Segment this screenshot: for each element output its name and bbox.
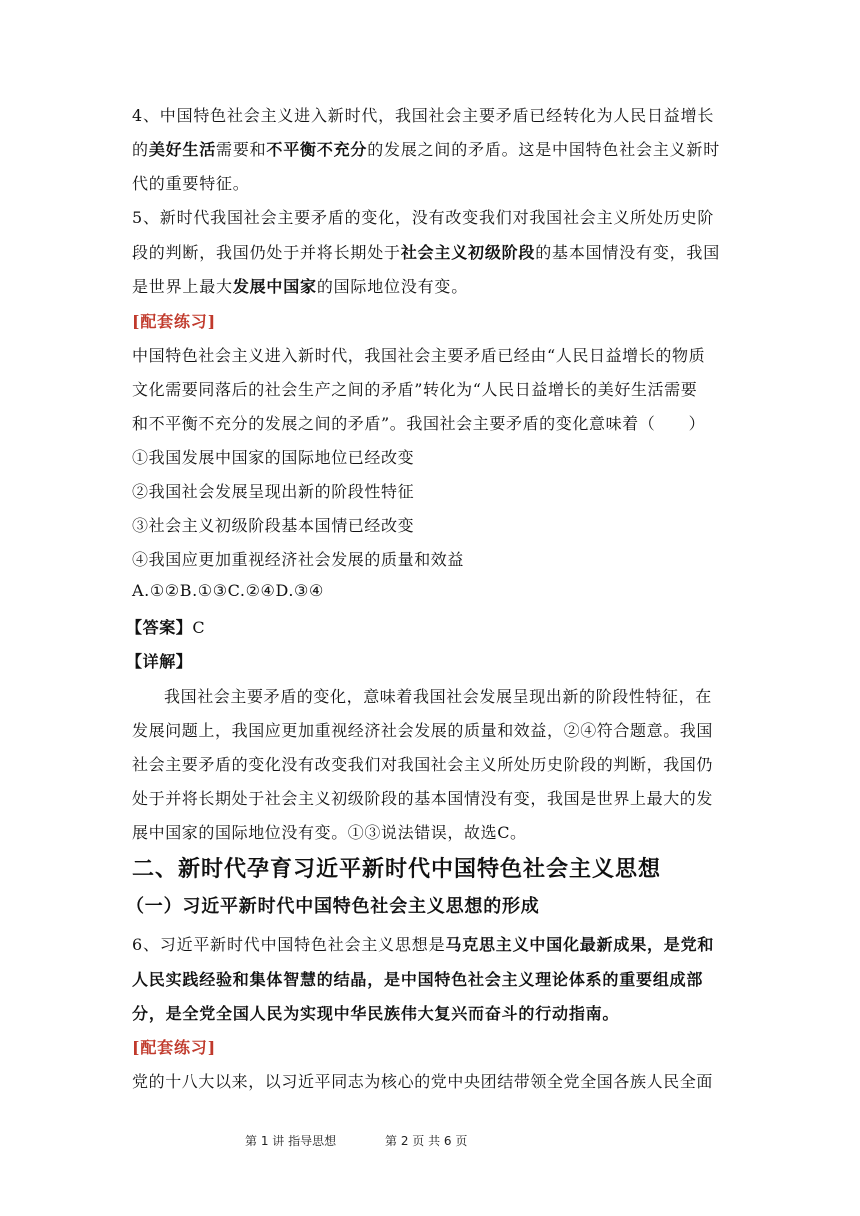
key-term-primary-stage: 社会主义初级阶段 bbox=[400, 243, 536, 262]
key-term-good-life: 美好生活 bbox=[148, 140, 217, 159]
detail-line-3: 社会主要矛盾的变化没有改变我们对我国社会主义所处历史阶段的判断，我国仍 bbox=[132, 755, 714, 774]
option-3: ③社会主义初级阶段基本国情已经改变 bbox=[132, 516, 415, 535]
exercise-question-line-3: 和不平衡不充分的发展之间的矛盾”。我国社会主要矛盾的变化意味着（ ） bbox=[132, 414, 706, 433]
key-term-unbalanced: 不平衡不充分 bbox=[266, 140, 368, 159]
point-5-line-3: 是世界上最大发展中国家的国际地位没有变。 bbox=[132, 277, 469, 296]
exercise-tag: [配套练习] bbox=[132, 312, 216, 331]
point-5-line-1: 5、新时代我国社会主要矛盾的变化，没有改变我们对我国社会主义所处历史阶 bbox=[132, 208, 715, 227]
point-4-line-1: 4、中国特色社会主义进入新时代，我国社会主要矛盾已经转化为人民日益增长 bbox=[132, 106, 715, 125]
detail-line-2: 发展问题上，我国应更加重视经济社会发展的质量和效益，②④符合题意。我国 bbox=[132, 721, 714, 740]
point-5-line-2: 段的判断，我国仍处于并将长期处于社会主义初级阶段的基本国情没有变，我国 bbox=[132, 243, 721, 262]
point-6-line-1: 6、习近平新时代中国特色社会主义思想是马克思主义中国化最新成果，是党和 bbox=[132, 935, 715, 954]
section-heading: 二、新时代孕育习近平新时代中国特色社会主义思想 bbox=[132, 857, 662, 882]
exercise-question-line-2: 文化需要同落后的社会生产之间的矛盾”转化为“人民日益增长的美好生活需要 bbox=[132, 380, 698, 399]
answer-choices: A.①②B.①③C.②④D.③④ bbox=[132, 581, 324, 600]
exercise-2-question-line-1: 党的十八大以来，以习近平同志为核心的党中央团结带领全党全国各族人民全面 bbox=[132, 1072, 714, 1091]
detail-line-1: 我国社会主要矛盾的变化，意味着我国社会发展呈现出新的阶段性特征，在 bbox=[164, 687, 712, 706]
answer-line bbox=[126, 615, 205, 638]
answer-label: 【答案】 bbox=[126, 618, 193, 637]
exercise-question-line-1: 中国特色社会主义进入新时代，我国社会主要矛盾已经由“人民日益增长的物质 bbox=[132, 346, 706, 365]
point-4-line-2: 的美好生活需要和不平衡不充分的发展之间的矛盾。这是中国特色社会主义新时 bbox=[132, 140, 721, 159]
exercise-tag-2: [配套练习] bbox=[132, 1038, 216, 1057]
footer-lesson: 第 1 讲 指导思想 bbox=[245, 1134, 337, 1148]
detail-line-4: 处于并将长期处于社会主义初级阶段的基本国情没有变，我国是世界上最大的发 bbox=[132, 789, 714, 808]
point-6-line-3: 分，是全党全国人民为实现中华民族伟大复兴而奋斗的行动指南。 bbox=[132, 1004, 620, 1023]
subsection-heading: （一）习近平新时代中国特色社会主义思想的形成 bbox=[126, 896, 540, 917]
key-term-developing-country: 发展中国家 bbox=[232, 277, 317, 296]
detail-label: 【详解】 bbox=[126, 652, 193, 671]
detail-line-5: 展中国家的国际地位没有变。①③说法错误，故选C。 bbox=[132, 823, 527, 842]
option-1: ①我国发展中国家的国际地位已经改变 bbox=[132, 448, 415, 467]
point-6-line-2: 人民实践经验和集体智慧的结晶，是中国特色社会主义理论体系的重要组成部 bbox=[132, 970, 704, 989]
option-2: ②我国社会发展呈现出新的阶段性特征 bbox=[132, 482, 415, 501]
option-4: ④我国应更加重视经济社会发展的质量和效益 bbox=[132, 550, 465, 569]
answer-value: C bbox=[192, 618, 206, 637]
footer-page-number: 第 2 页 共 6 页 bbox=[385, 1134, 468, 1148]
point-4-line-3: 代的重要特征。 bbox=[132, 174, 250, 193]
